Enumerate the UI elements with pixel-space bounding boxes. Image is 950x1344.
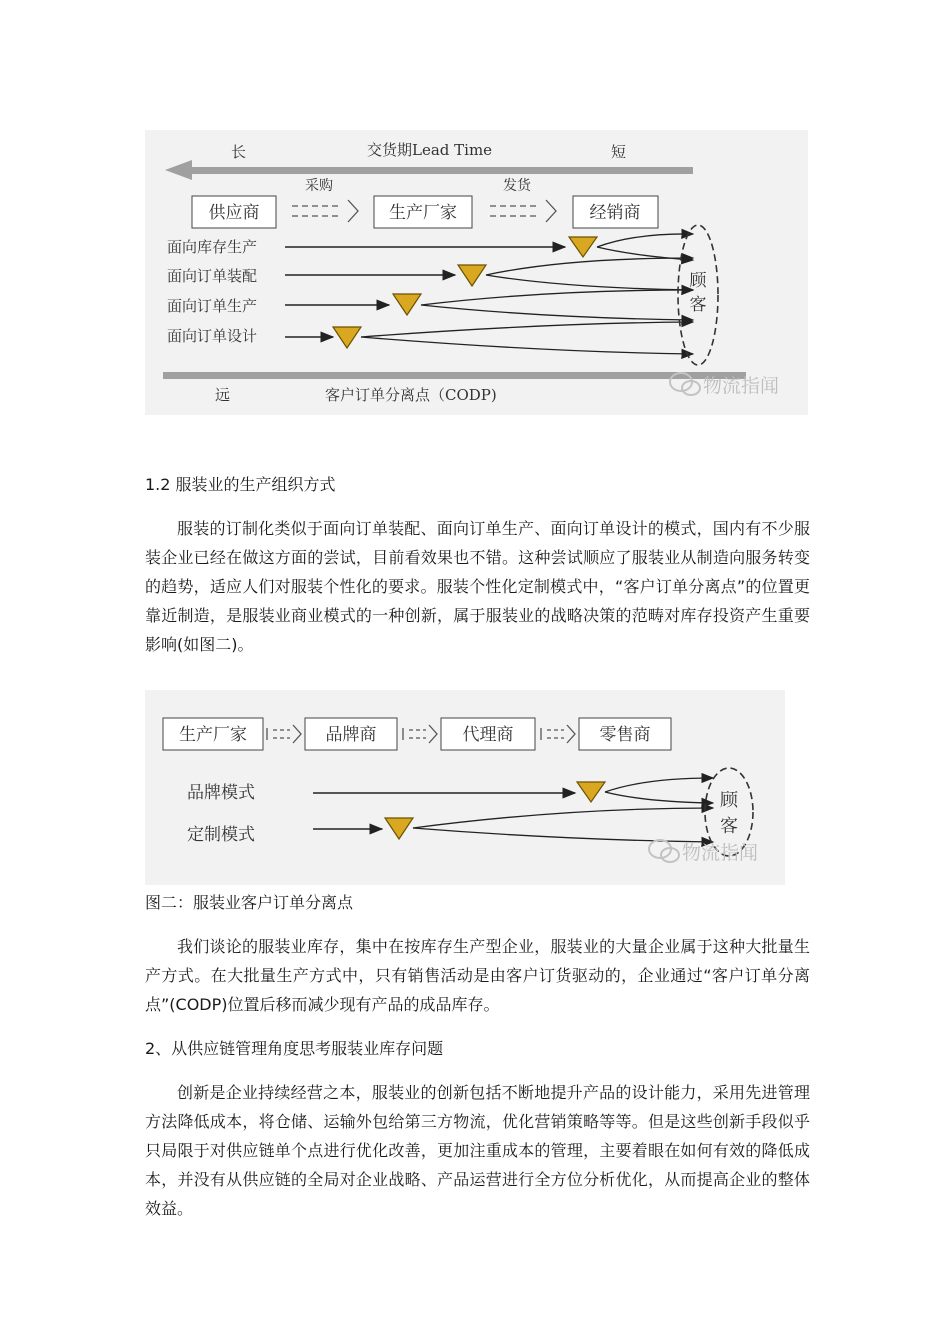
box-brand-label: 品牌商 <box>325 725 377 745</box>
flow-arrow-2 <box>403 725 437 743</box>
section-heading-2: 2、从供应链管理角度思考服装业库存问题 <box>145 1039 444 1058</box>
customer-label-top: 顾 <box>689 271 707 291</box>
paragraph-2: 我们谈论的服装业库存，集中在按库存生产型企业，服装业的大量企业属于这种大批量生产方式。在大批量生产方式中，只有销售活动是由客户订货驱动的，企业通过“客户订单分离点”(CODP)位置后移而减少现有产品的成品库存。 <box>145 937 810 1014</box>
label-codp: 客户订单分离点（CODP) <box>325 386 497 404</box>
apparel-codp-diagram <box>145 690 785 885</box>
codp-bar <box>163 372 746 379</box>
row-label-make-to-stock: 面向库存生产 <box>167 238 258 256</box>
box-supplier-label: 供应商 <box>208 203 260 223</box>
label-delivery: 发货 <box>503 178 531 194</box>
label-long: 长 <box>231 143 247 161</box>
flow-arrow-3 <box>541 725 575 743</box>
watermark-text: 物流指闻 <box>703 375 780 397</box>
paragraph-1: 服装的订制化类似于面向订单装配、面向订单生产、面向订单设计的模式，国内有不少服装企业已经在做这方面的尝试，目前看效果也不错。这种尝试顺应了服装业从制造向服务转变的趋势，适应人们对服装个性化的要求。服装个性化定制模式中，“客户订单分离点”的位置更靠近制造，是服装业商业模式的一种创新，属于服装业的战略决策的范畴对库存投资产生重要影响(如图二)。 <box>145 519 810 654</box>
customer-label-top: 顾 <box>720 790 738 811</box>
section-heading-1-2: 1.2 服装业的生产组织方式 <box>145 475 336 494</box>
box-agent-label: 代理商 <box>462 725 514 745</box>
lead-time-arrow <box>165 160 693 180</box>
flow-arrow-1 <box>267 725 301 743</box>
codp-triangle-custom <box>385 818 413 839</box>
box-manufacturer-label: 生产厂家 <box>179 725 247 745</box>
row-label-custom-mode: 定制模式 <box>187 825 255 845</box>
customer-label-bottom: 客 <box>689 295 707 315</box>
box-dealer-label: 经销商 <box>589 203 641 223</box>
figure-codp-diagram <box>145 130 808 415</box>
watermark-text: 物流指闻 <box>682 842 759 864</box>
codp-triangle-eto <box>333 327 361 348</box>
label-short: 短 <box>611 143 627 161</box>
codp-triangle-mto <box>393 294 421 315</box>
codp-diagram <box>145 130 808 415</box>
arrow-delivery <box>490 200 556 222</box>
codp-triangle-brand <box>577 782 605 802</box>
row-label-brand-mode: 品牌模式 <box>187 783 255 803</box>
figure-2-caption: 图二：服装业客户订单分离点 <box>145 893 354 912</box>
watermark <box>649 840 758 864</box>
box-retailer-label: 零售商 <box>599 725 651 745</box>
fan-arrows-to-customer <box>413 778 713 842</box>
codp-triangle-mts <box>569 237 597 257</box>
label-purchase: 采购 <box>305 178 333 194</box>
label-far: 远 <box>215 386 231 404</box>
box-manufacturer-label: 生产厂家 <box>389 203 457 223</box>
row-label-engineer-to-order: 面向订单设计 <box>167 327 258 345</box>
figure-apparel-codp <box>145 690 785 885</box>
paragraph-3: 创新是企业持续经营之本，服装业的创新包括不断地提升产品的设计能力，采用先进管理方法降低成本，将仓储、运输外包给第三方物流，优化营销策略等等。但是这些创新手段似乎只局限于对供应链单个点进行优化改善，更加注重成本的管理，主要着眼在如何有效的降低成本，并没有从供应链的全局对企业战略、产品运营进行全方位分析优化，从而提高企业的整体效益。 <box>145 1083 810 1218</box>
arrow-purchase <box>292 200 358 222</box>
row-label-make-to-order: 面向订单生产 <box>167 297 258 315</box>
codp-triangle-ato <box>458 265 486 286</box>
customer-label-bottom: 客 <box>720 816 738 837</box>
label-lead-time: 交货期Lead Time <box>367 141 493 159</box>
row-label-assemble-to-order: 面向订单装配 <box>167 267 258 285</box>
